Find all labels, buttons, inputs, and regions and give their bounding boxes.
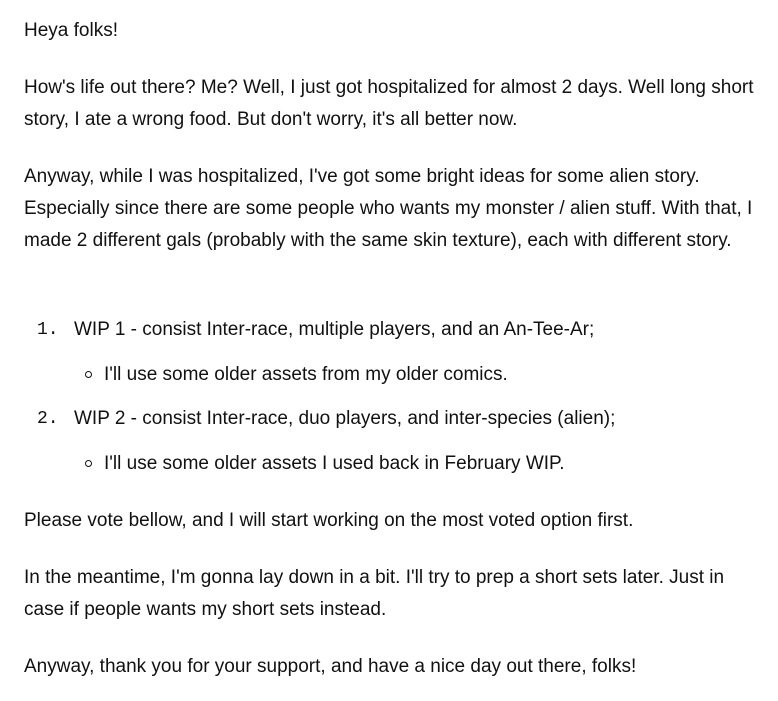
vote-paragraph: Please vote bellow, and I will start working on the most voted option first. — [24, 510, 634, 531]
list-number: 1. — [37, 320, 59, 340]
list-item-text: WIP 2 - consist Inter-race, duo players, and inter-species (alien); — [74, 408, 616, 429]
thanks-paragraph: Anyway, thank you for your support, and have a nice day out there, folks! — [24, 656, 637, 677]
list-number: 2. — [37, 409, 59, 429]
circle-bullet-icon — [85, 460, 92, 467]
greeting-paragraph: Heya folks! — [24, 20, 118, 41]
alien-story-paragraph: Anyway, while I was hospitalized, I've got some bright ideas for some alien story. Especially since there are some people who wants my monster / alien stuff. With that, I made 2 different gals (probably with the same skin texture), each with different story. — [24, 166, 753, 251]
list-item-text: WIP 1 - consist Inter-race, multiple players, and an An-Tee-Ar; — [74, 319, 595, 340]
circle-bullet-icon — [85, 371, 92, 378]
hospital-paragraph: How's life out there? Me? Well, I just got hospitalized for almost 2 days. Well long short story, I ate a wrong food. But don't worry, it's all better now. — [24, 77, 754, 130]
short-sets-paragraph: In the meantime, I'm gonna lay down in a bit. I'll try to prep a short sets later. Just in case if people wants my short sets instead. — [24, 567, 725, 620]
sub-list-item-text: I'll use some older assets from my older comics. — [104, 364, 508, 385]
sub-list-item-text: I'll use some older assets I used back in February WIP. — [104, 453, 565, 474]
